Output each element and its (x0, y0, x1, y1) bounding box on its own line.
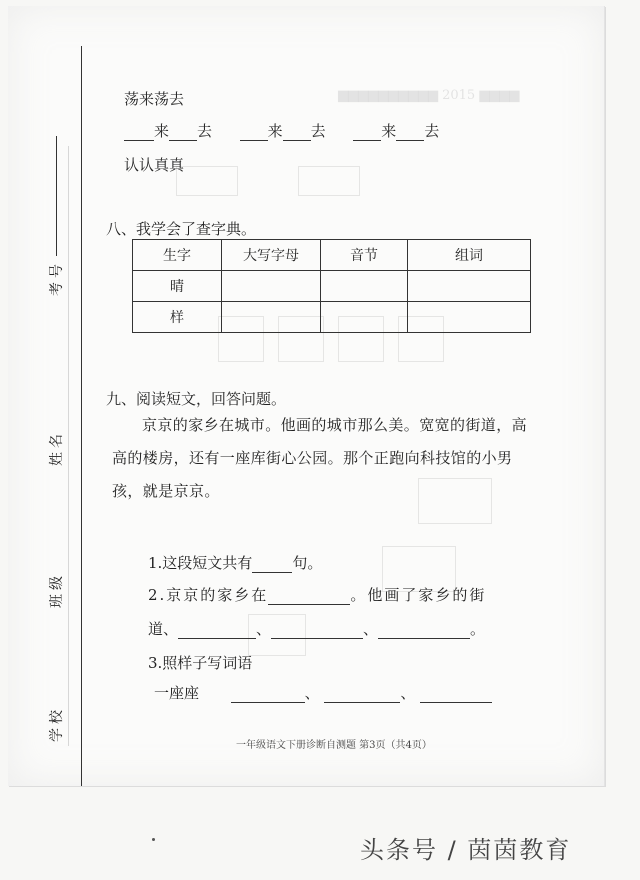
reading-passage: 京京的家乡在城市。他画的城市那么美。宽宽的街道，高高的楼房，还有一座库街心公园。那个正跑向科技馆的小男孩，就是京京。 (112, 416, 528, 500)
answer-cell[interactable] (408, 302, 531, 333)
table-row (133, 302, 531, 333)
answer-blank[interactable] (240, 124, 268, 141)
table-header: 音节 (321, 240, 408, 271)
fill-pattern-row: 来 去 来 去 来 去 (124, 120, 439, 141)
question-3-example-row: 一座座 、 、 (154, 682, 492, 703)
answer-blank[interactable] (396, 124, 424, 141)
bleed-through-box (176, 166, 238, 196)
question-2: 2.京京的家乡在 。他画了家乡的街 (148, 586, 487, 604)
table-header-row (133, 240, 531, 271)
exam-number-field[interactable] (56, 136, 57, 256)
table-row (133, 271, 531, 302)
example-word: 认认真真 (124, 156, 185, 174)
exam-number-label: 考号 (49, 260, 65, 296)
school-label: 学校 (49, 706, 65, 742)
binding-fold (68, 146, 69, 746)
exam-paper (8, 6, 605, 786)
name-label: 姓名 (49, 430, 65, 466)
page-footer: 一年级语文下册诊断自测题 第3页（共4页） (236, 740, 432, 751)
question-3: 3.照样子写词语 (148, 654, 253, 672)
table-header: 大写字母 (222, 240, 321, 271)
answer-cell[interactable] (321, 302, 408, 333)
section-heading: 八、我学会了查字典。 (106, 220, 257, 238)
answer-blank[interactable] (271, 622, 363, 639)
stray-mark (152, 838, 155, 841)
bleed-through-text: ▆▆▆▆▆▆▆▆▆▆ 2015 ▆▆▆▆ (338, 88, 520, 103)
question-2-line-2: 道、 、 、 。 (148, 620, 486, 638)
table-header: 生字 (133, 240, 222, 271)
answer-blank[interactable] (124, 124, 154, 141)
example-word: 荡来荡去 (124, 90, 185, 108)
table-header: 组词 (408, 240, 531, 271)
table-cell: 晴 (133, 271, 222, 302)
answer-blank[interactable] (324, 686, 400, 703)
class-label: 班级 (49, 572, 65, 608)
watermark: 头条号 / 茵茵教育 (360, 836, 572, 864)
answer-blank[interactable] (178, 622, 256, 639)
answer-blank[interactable] (420, 686, 492, 703)
question-1: 1.这段短文共有 句。 (148, 554, 323, 572)
table-cell: 样 (133, 302, 222, 333)
answer-cell[interactable] (408, 271, 531, 302)
answer-blank[interactable] (378, 622, 470, 639)
answer-blank[interactable] (231, 686, 305, 703)
answer-blank[interactable] (283, 124, 311, 141)
answer-blank[interactable] (252, 556, 292, 573)
answer-blank[interactable] (353, 124, 381, 141)
bleed-through-box (298, 166, 360, 196)
dictionary-table (132, 239, 531, 333)
answer-blank[interactable] (169, 124, 197, 141)
binding-line (81, 46, 82, 786)
answer-cell[interactable] (222, 271, 321, 302)
answer-blank[interactable] (268, 588, 350, 605)
answer-cell[interactable] (222, 302, 321, 333)
answer-cell[interactable] (321, 271, 408, 302)
section-heading: 九、阅读短文，回答问题。 (106, 390, 287, 408)
